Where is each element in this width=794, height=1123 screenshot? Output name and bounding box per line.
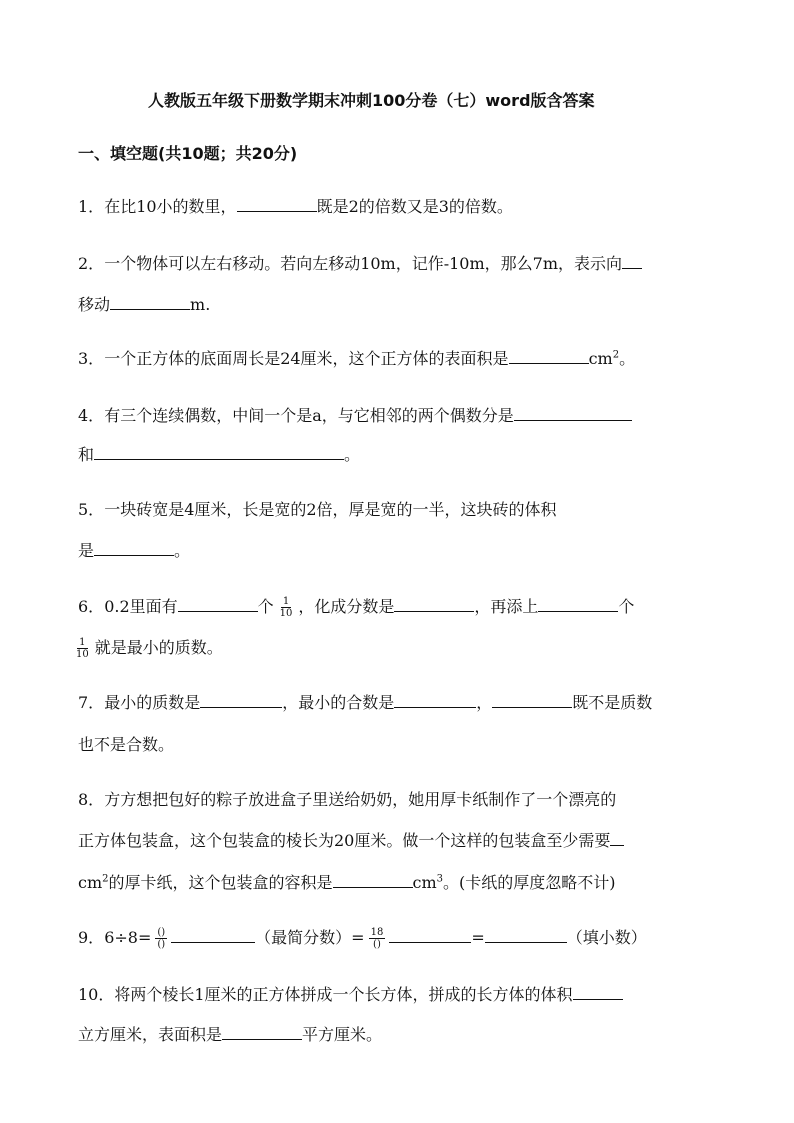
q3-blank[interactable] xyxy=(509,348,589,364)
question-4-line-2 xyxy=(78,444,360,466)
q6-text-d: ，再添上 xyxy=(474,597,539,616)
question-9 xyxy=(78,927,647,950)
q1-number: 1． xyxy=(78,197,105,216)
q2-text-a: 一个物体可以左右移动。若向左移动10m，记作-10m，那么7m，表示向 xyxy=(104,254,623,273)
q6-fraction-1-numerator: 1 xyxy=(282,596,290,607)
question-2-line-2 xyxy=(78,294,210,316)
q9-blank-2[interactable] xyxy=(389,927,471,943)
q9-blank-1[interactable] xyxy=(171,927,255,943)
q4-text-c: 。 xyxy=(344,445,361,464)
q6-text-c: ，化成分数是 xyxy=(298,597,395,616)
q8-blank-1[interactable] xyxy=(610,830,624,846)
q6-blank-3[interactable] xyxy=(538,596,618,612)
q3-number: 3． xyxy=(78,349,105,368)
q10-number: 10． xyxy=(78,985,115,1004)
question-8-line-2 xyxy=(78,830,624,852)
q4-number: 4． xyxy=(78,406,105,425)
q10-text-b: 立方厘米，表面积是 xyxy=(78,1025,223,1044)
q6-number: 6． xyxy=(78,597,105,616)
q2-blank-distance[interactable] xyxy=(110,294,190,310)
question-6-line-2 xyxy=(74,637,223,660)
q7-blank-1[interactable] xyxy=(200,692,282,708)
q2-number: 2． xyxy=(78,254,105,273)
q8-text-a: 方方想把包好的粽子放进盒子里送给奶奶，她用厚卡纸制作了一个漂亮的 xyxy=(104,790,617,809)
q6-blank-1[interactable] xyxy=(178,596,258,612)
question-7 xyxy=(78,692,652,714)
question-1 xyxy=(78,196,513,218)
q10-blank-1[interactable] xyxy=(573,984,623,1000)
question-8-line-3 xyxy=(78,872,616,894)
q7-text-c: ， xyxy=(476,693,493,712)
q4-text-b: 和 xyxy=(78,445,95,464)
q9-fraction-2-numerator: 18 xyxy=(370,927,384,938)
q4-text-a: 有三个连续偶数，中间一个是a，与它相邻的两个偶数分是 xyxy=(104,406,514,425)
q6-fraction-1 xyxy=(278,596,295,619)
question-4 xyxy=(78,405,632,427)
q5-number: 5． xyxy=(78,500,105,519)
q8-number: 8． xyxy=(78,790,105,809)
q5-text-b: 是 xyxy=(78,541,95,560)
q6-fraction-1-denominator: 10 xyxy=(279,608,293,619)
q6-blank-2[interactable] xyxy=(394,596,474,612)
section-heading: 一、填空题(共10题；共20分) xyxy=(78,144,298,163)
q10-text-a: 将两个棱长1厘米的正方体拼成一个长方体，拼成的长方体的体积 xyxy=(114,985,573,1004)
q6-fraction-2-denominator: 10 xyxy=(76,649,89,660)
question-5-line-2 xyxy=(78,540,190,562)
q5-text-a: 一块砖宽是4厘米，长是宽的2倍，厚是宽的一半，这块砖的体积 xyxy=(104,500,557,519)
q9-blank-3[interactable] xyxy=(485,927,567,943)
question-5 xyxy=(78,499,557,521)
q6-text-e: 个 xyxy=(618,597,635,616)
question-2 xyxy=(78,253,642,275)
q9-fraction-2 xyxy=(369,927,386,950)
q9-text-b: （最简分数）= xyxy=(255,928,365,947)
q9-fraction-2-denominator: () xyxy=(373,939,381,950)
q3-text-a: 一个正方体的底面周长是24厘米，这个正方体的表面积是 xyxy=(104,349,509,368)
q6-fraction-2 xyxy=(74,637,91,660)
question-8 xyxy=(78,789,616,811)
q4-blank-2[interactable] xyxy=(94,444,344,460)
q6-text-b: 个 xyxy=(257,597,274,616)
question-10 xyxy=(78,984,623,1006)
q5-text-c: 。 xyxy=(174,541,191,560)
q7-text-d: 既不是质数 xyxy=(572,693,653,712)
question-6 xyxy=(78,596,634,619)
q8-text-c: 的厚卡纸，这个包装盒的容积是 xyxy=(108,873,333,892)
question-3 xyxy=(78,348,635,370)
q8-unit-2-exponent: 3 xyxy=(436,873,444,885)
q7-text-b: ，最小的合数是 xyxy=(282,693,395,712)
q9-text-d: （填小数） xyxy=(566,928,647,947)
q1-text-b: 既是2的倍数又是3的倍数。 xyxy=(316,197,513,216)
q9-text-c: = xyxy=(471,928,485,947)
q3-end: 。 xyxy=(619,349,636,368)
question-7-line-2 xyxy=(78,734,174,756)
q7-number: 7． xyxy=(78,693,105,712)
q7-text-a: 最小的质数是 xyxy=(104,693,201,712)
q1-blank[interactable] xyxy=(237,196,317,212)
q9-fraction-1-numerator: () xyxy=(157,927,166,938)
q10-blank-2[interactable] xyxy=(222,1024,302,1040)
q10-text-c: 平方厘米。 xyxy=(302,1025,383,1044)
q7-blank-2[interactable] xyxy=(394,692,476,708)
q8-unit-2: cm xyxy=(412,873,437,892)
q6-fraction-2-numerator: 1 xyxy=(79,637,86,648)
q9-text-a: 6÷8= xyxy=(104,928,152,947)
q8-text-b: 正方体包装盒，这个包装盒的棱长为20厘米。做一个这样的包装盒至少需要 xyxy=(78,831,611,850)
q8-unit-1: cm xyxy=(78,873,103,892)
q2-text-d: m. xyxy=(190,295,211,314)
q6-text-f: 就是最小的质数。 xyxy=(94,638,223,657)
page-title: 人教版五年级下册数学期末冲刺100分卷（七）word版含答案 xyxy=(148,91,595,110)
q2-text-c: 移动 xyxy=(78,295,111,314)
q8-unit-1-exponent: 2 xyxy=(102,873,109,885)
q6-text-a: 0.2里面有 xyxy=(104,597,178,616)
question-10-line-2 xyxy=(78,1024,382,1046)
q3-unit-exponent: 2 xyxy=(612,349,620,361)
q9-fraction-1-denominator: () xyxy=(157,939,166,950)
q7-text-e: 也不是合数。 xyxy=(78,735,175,754)
q2-blank-direction[interactable] xyxy=(622,253,642,269)
q1-text-a: 在比10小的数里， xyxy=(104,197,237,216)
q8-text-d: 。(卡纸的厚度忽略不计) xyxy=(443,873,616,892)
q7-blank-3[interactable] xyxy=(492,692,572,708)
q9-fraction-1 xyxy=(155,927,167,950)
q5-blank[interactable] xyxy=(94,540,174,556)
q8-blank-2[interactable] xyxy=(333,872,413,888)
q3-unit: cm xyxy=(588,349,613,368)
q4-blank-1[interactable] xyxy=(514,405,632,421)
q9-number: 9． xyxy=(78,928,105,947)
